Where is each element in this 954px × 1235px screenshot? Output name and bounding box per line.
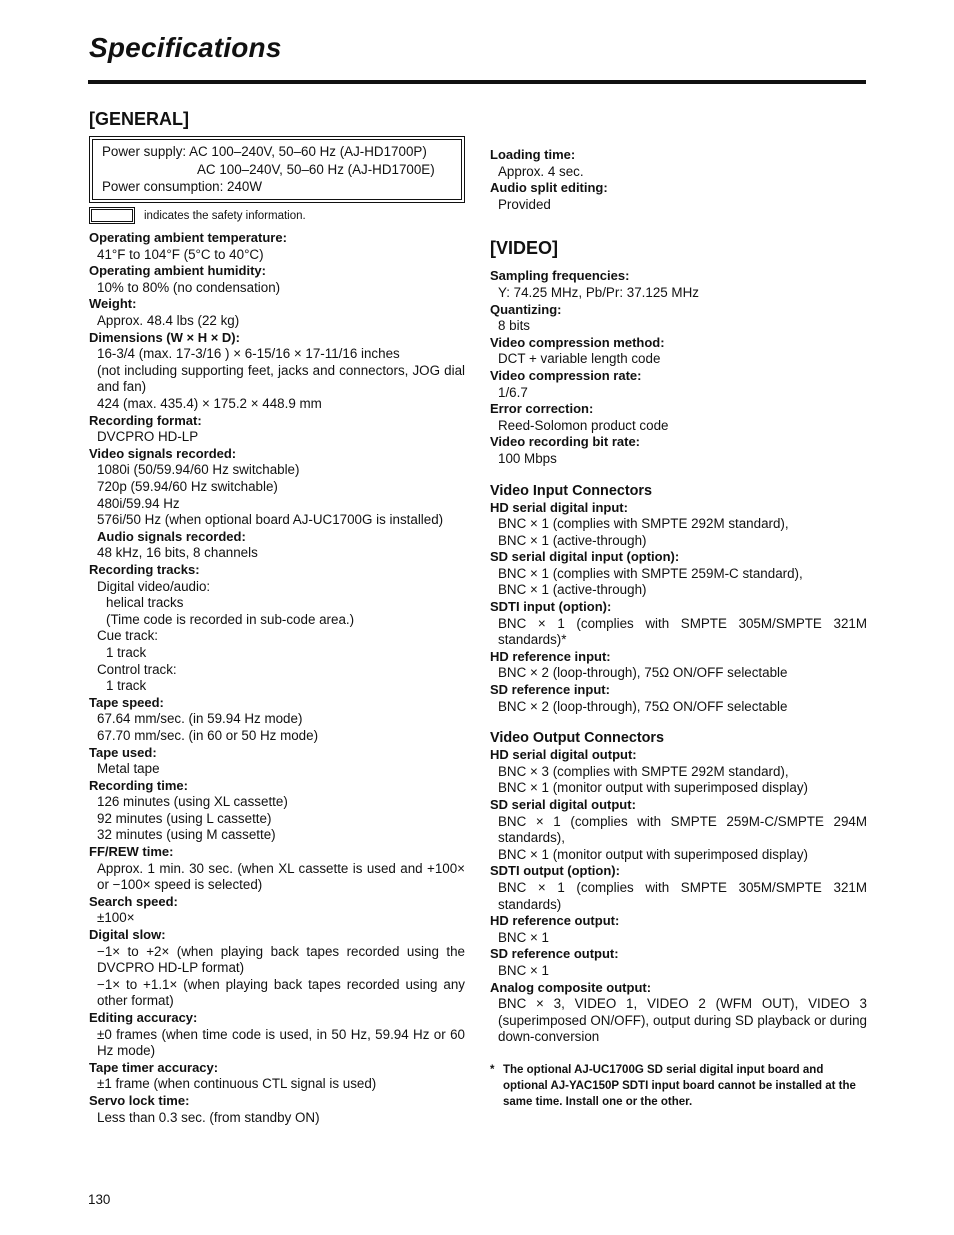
spec-value: 8 bits [498, 318, 531, 334]
title-rule [88, 80, 866, 84]
general-spec-list [89, 695, 465, 1126]
spec-value: BNC × 2 (loop-through), 75Ω ON/OFF selectable [498, 665, 788, 681]
spec-value: ±0 frames (when time code is used, in 50 Hz, 59.94 Hz or 60 Hz mode) [97, 1026, 465, 1059]
spec-value: DVCPRO HD-LP [97, 429, 199, 445]
spec-value: 1080i (50/59.94/60 Hz switchable) [97, 462, 300, 478]
spec-label: SD reference output: [490, 946, 619, 962]
spec-value: ±100× [97, 910, 135, 926]
spec-label: Video recording bit rate: [490, 434, 641, 450]
spec-value: BNC × 1 (complies with SMPTE 259M-C standard), [498, 565, 803, 581]
video-output-list [490, 747, 867, 1046]
spec-value: BNC × 3 (complies with SMPTE 292M standard), [498, 763, 789, 779]
track-value: helical tracks [106, 595, 184, 611]
spec-label: Quantizing: [490, 301, 562, 317]
spec-value: BNC × 2 (loop-through), 75Ω ON/OFF selectable [498, 698, 788, 714]
track-name: Cue track: [97, 628, 159, 644]
spec-value: BNC × 1 (complies with SMPTE 305M/SMPTE 321M standards) [498, 879, 867, 912]
spec-label: SD serial digital input (option): [490, 549, 680, 565]
spec-value: 16-3/4 (max. 17-3/16 ) × 6-15/16 × 17-11/16 inches [97, 346, 400, 362]
spec-value: BNC × 1 (monitor output with superimposed display) [498, 780, 808, 796]
spec-label: Digital slow: [89, 927, 166, 943]
safety-line: Power supply: AC 100–240V, 50–60 Hz (AJ-HD1700P) [102, 144, 427, 159]
spec-value: BNC × 3, VIDEO 1, VIDEO 2 (WFM OUT), VIDEO 3 (superimposed ON/OFF), output during SD playback or during down-conversion [498, 996, 867, 1045]
spec-value: BNC × 1 (monitor output with superimposed display) [498, 846, 808, 862]
spec-label: SDTI output (option): [490, 863, 620, 879]
spec-value: 10% to 80% (no condensation) [97, 279, 281, 295]
video-spec-list [490, 268, 867, 467]
recording-tracks-label: Recording tracks: [89, 561, 200, 577]
spec-label: Audio split editing: [490, 180, 608, 196]
spec-label: Search speed: [89, 893, 178, 909]
spec-value: 1/6.7 [498, 384, 528, 400]
track-name: Control track: [97, 661, 177, 677]
spec-value: Approx. 48.4 lbs (22 kg) [97, 313, 240, 329]
safety-line: Power consumption: 240W [102, 179, 263, 194]
spec-value: Provided [498, 196, 551, 212]
spec-value: 720p (59.94/60 Hz switchable) [97, 479, 278, 494]
spec-label: Dimensions (W × H × D): [89, 329, 240, 345]
spec-label: Video compression method: [490, 334, 665, 350]
safety-legend [89, 208, 465, 225]
audio-signals-value: 48 kHz, 16 bits, 8 channels [97, 545, 258, 561]
safety-box-symbol [91, 209, 133, 222]
spec-value: Y: 74.25 MHz, Pb/Pr: 37.125 MHz [498, 284, 699, 300]
spec-value: Less than 0.3 sec. (from standby ON) [97, 1109, 320, 1125]
spec-value: 67.64 mm/sec. (in 59.94 Hz mode) [97, 711, 303, 727]
spec-label: HD serial digital input: [490, 499, 628, 515]
spec-label: Editing accuracy: [89, 1010, 198, 1025]
spec-label: Weight: [89, 296, 137, 312]
spec-label: Operating ambient humidity: [89, 263, 266, 279]
spec-label: HD reference output: [490, 913, 620, 929]
spec-label: Video compression rate: [490, 367, 642, 383]
spec-label: Loading time: [490, 147, 576, 162]
recording-tracks-list [89, 579, 465, 695]
safety-box [92, 139, 462, 200]
track-name: Digital video/audio: [97, 578, 211, 594]
track-value: (Time code is recorded in sub-code area.) [106, 611, 355, 627]
spec-label: SD reference input: [490, 682, 610, 698]
spec-value: Metal tape [97, 761, 160, 777]
spec-value: BNC × 1 (complies with SMPTE 305M/SMPTE 321M standards)* [498, 615, 867, 648]
general-spec-list-continued [490, 147, 867, 213]
spec-label: Recording format: [89, 412, 202, 428]
spec-label: Tape used: [89, 744, 157, 760]
safety-line: AC 100–240V, 50–60 Hz (AJ-HD1700E) [197, 161, 435, 177]
right-column [490, 147, 867, 1110]
track-value: 1 track [106, 644, 147, 660]
video-input-heading: Video Input Connectors [490, 482, 653, 499]
audio-signals-label: Audio signals recorded: [97, 528, 246, 544]
spec-value: Approx. 1 min. 30 sec. (when XL cassette is used and +100× or −100× speed is selected) [97, 860, 465, 893]
spec-value: DCT + variable length code [498, 351, 661, 367]
spec-value: ±1 frame (when continuous CTL signal is used) [97, 1076, 377, 1092]
spec-value: 576i/50 Hz (when optional board AJ-UC1700G is installed) [97, 512, 444, 528]
spec-value: 480i/59.94 Hz [97, 495, 180, 511]
spec-value: BNC × 1 [498, 929, 549, 945]
video-input-list [490, 500, 867, 716]
spec-value: BNC × 1 (complies with SMPTE 259M-C/SMPTE 294M standards), [498, 813, 867, 846]
spec-value: 92 minutes (using L cassette) [97, 810, 272, 826]
footnote [490, 1062, 867, 1110]
spec-label: Operating ambient temperature: [89, 230, 287, 246]
spec-value: 126 minutes (using XL cassette) [97, 794, 288, 810]
spec-label: Recording time: [89, 777, 188, 793]
spec-label: Servo lock time: [89, 1092, 190, 1108]
spec-value: 100 Mbps [498, 450, 557, 466]
general-heading: [GENERAL] [89, 109, 189, 129]
spec-value: BNC × 1 (active-through) [498, 582, 647, 598]
spec-value: BNC × 1 [498, 962, 549, 978]
spec-value: 32 minutes (using M cassette) [97, 827, 276, 843]
spec-value: BNC × 1 (complies with SMPTE 292M standard), [498, 516, 789, 532]
footnote-text: The optional AJ-UC1700G SD serial digital input board and optional AJ-YAC150P SDTI input board cannot be installed at the same time. Install one or the other. [503, 1063, 856, 1108]
spec-value: 424 (max. 435.4) × 175.2 × 448.9 mm [97, 396, 322, 412]
video-output-heading: Video Output Connectors [490, 730, 665, 747]
spec-value: Approx. 4 sec. [498, 163, 584, 179]
spec-value: (not including supporting feet, jacks and connectors, JOG dial and fan) [97, 362, 465, 395]
left-column [89, 108, 465, 1126]
page-title: Specifications [89, 32, 282, 63]
spec-label: Analog composite output: [490, 979, 652, 995]
spec-value: BNC × 1 (active-through) [498, 532, 647, 548]
spec-label: Sampling frequencies: [490, 268, 630, 284]
spec-label: Video signals recorded: [89, 445, 237, 461]
video-heading: [VIDEO] [490, 238, 559, 259]
spec-label: SDTI input (option): [490, 599, 612, 615]
track-value: 1 track [106, 678, 147, 694]
legend-text: indicates the safety information. [144, 209, 306, 222]
page-number: 130 [88, 1192, 111, 1207]
spec-label: Tape timer accuracy: [89, 1059, 219, 1075]
spec-value: 67.70 mm/sec. (in 60 or 50 Hz mode) [97, 727, 319, 743]
spec-label: Tape speed: [89, 694, 164, 710]
spec-value: −1× to +1.1× (when playing back tapes recorded using any other format) [97, 976, 465, 1009]
general-spec-list [89, 230, 465, 529]
spec-label: HD reference input: [490, 648, 611, 664]
spec-value: −1× to +2× (when playing back tapes recorded using the DVCPRO HD-LP format) [97, 943, 465, 976]
spec-value: Reed-Solomon product code [498, 417, 669, 433]
spec-label: HD serial digital output: [490, 747, 637, 763]
spec-value: 41°F to 104°F (5°C to 40°C) [97, 246, 264, 262]
footnote-marker: * [490, 1063, 495, 1076]
spec-label: SD serial digital output: [490, 797, 636, 812]
spec-label: FF/REW time: [89, 844, 174, 860]
spec-label: Error correction: [490, 401, 594, 417]
